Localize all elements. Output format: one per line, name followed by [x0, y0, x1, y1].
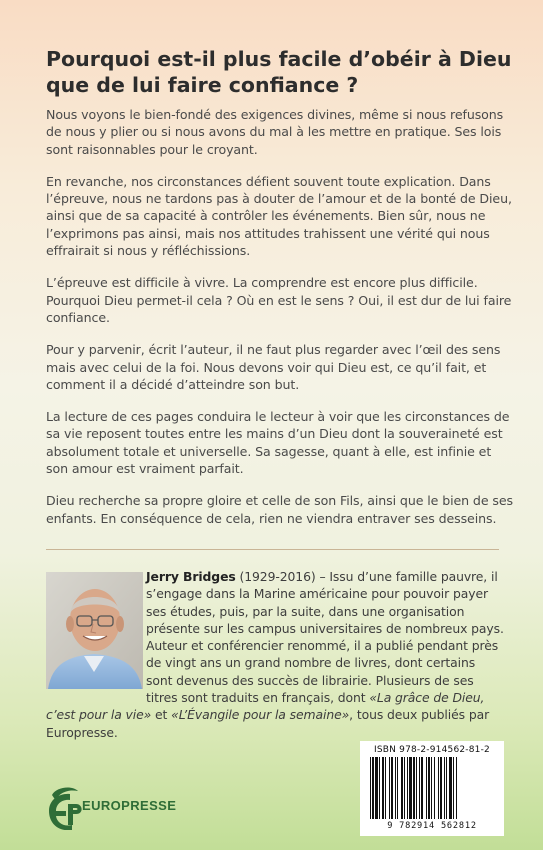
section-divider	[46, 549, 499, 550]
description-paragraph: En revanche, nos circonstances défient souvent toute explication. Dans l’épreuve, nous ne tardons pas à douter de l’amour et de la bonté de Dieu, ainsi que de sa capacité à contrôler les événements. Bien sûr, nous ne l’exprimons pas ainsi, mais nos attitudes trahissent une vérité qui nous effrairait si nous y réfléchissions.	[46, 173, 512, 259]
isbn-barcode	[360, 741, 504, 836]
publisher-name: EUROPRESSE	[82, 798, 177, 813]
description-paragraph: Nous voyons le bien-fondé des exigences divines, même si nous refusons de nous y plier ou si nous avons du mal à les mettre en pratique. Ses lois sont raisonnables pour le croyant.	[46, 107, 504, 157]
isbn-label: ISBN 978-2-914562-81-2	[374, 745, 490, 755]
author-name: Jerry Bridges	[146, 569, 236, 584]
description-paragraph: L’épreuve est difficile à vivre. La comprendre est encore plus difficile. Pourquoi Dieu permet-il cela ? Où en est le sens ? Oui, il est dur de lui faire confiance.	[46, 275, 512, 325]
book-title: «La grâce de Dieu, c’est pour la vie»	[46, 690, 485, 723]
isbn-digits: 9 782914 562812	[387, 821, 477, 831]
description-text	[46, 106, 514, 542]
barcode-icon	[368, 757, 496, 821]
author-years: (1929-2016) –	[235, 569, 330, 584]
author-bio-text: et	[151, 707, 172, 723]
author-bio-text: , tous deux publiés par Europresse.	[46, 707, 490, 740]
author-bio-text: Issu d’une famille pauvre, il s’engage dans la Marine américaine pour pouvoir payer ses études, puis, par la suite, dans une organisation présente sur les campus universitaires de nombreux pays. Auteur et conférencier renommé, il a publié pendant près de vingt ans un grand nombre de livres, dont certains sont devenus des succès de librairie. Plusieurs de ses titres sont traduits en français, dont	[146, 569, 504, 706]
description-paragraph: Pour y parvenir, écrit l’auteur, il ne faut plus regarder avec l’œil des sens mais avec celui de la foi. Nous devons voir qui Dieu est, ce qu’il fait, et comment il a décidé d’atteindre son but.	[46, 342, 501, 392]
description-paragraph: La lecture de ces pages conduira le lecteur à voir que les circonstances de sa vie reposent toutes entre les mains d’un Dieu dont la souveraineté est absolument totale et universelle. Sa sagesse, quant à elle, est infinie et son amour est vraiment parfait.	[46, 409, 510, 477]
back-cover-title: Pourquoi est-il plus facile d’obéir à Dieu que de lui faire confiance ?	[46, 47, 512, 97]
publisher-logo	[46, 785, 196, 830]
publisher-logo-icon	[46, 785, 86, 830]
description-paragraph: Dieu recherche sa propre gloire et celle de son Fils, ainsi que le bien de ses enfants. En conséquence de cela, rien ne viendra entraver ses desseins.	[46, 493, 513, 526]
author-bio	[46, 568, 504, 741]
book-title: «L’Évangile pour la semaine»	[171, 707, 350, 723]
